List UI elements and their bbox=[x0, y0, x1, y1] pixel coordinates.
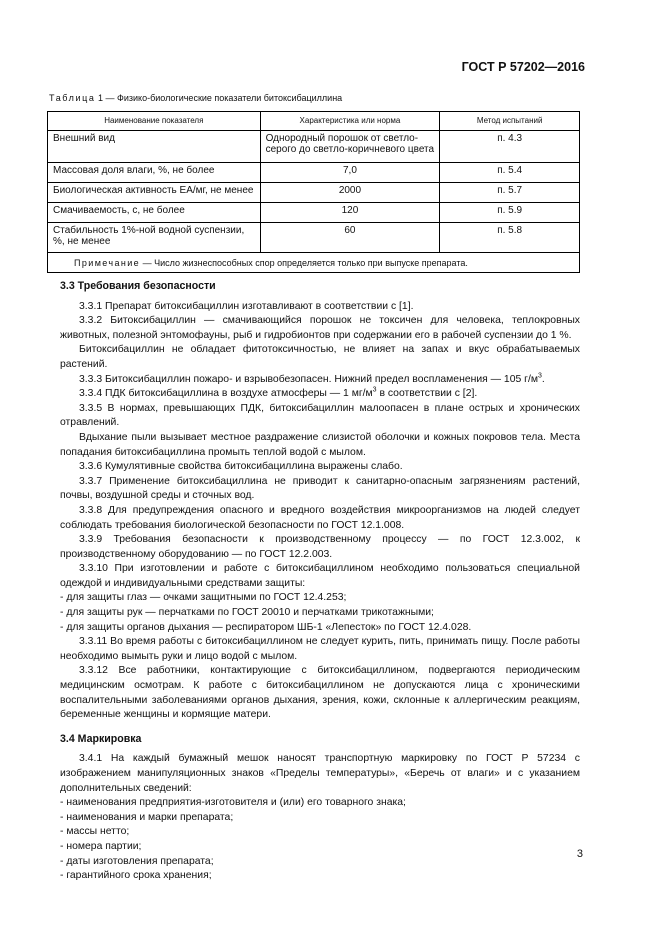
paragraph: 3.3.7 Применение битоксибациллина не приводит к санитарно-опасным загрязнениям растений, почвы, воздушной среды и сточных вод. bbox=[60, 475, 580, 502]
table-note-row bbox=[48, 253, 580, 273]
paragraph: 3.3.12 Все работники, контактирующие с битоксибациллином, подвергаются периодическим медицинским осмотрам. К работе с битоксибациллином не допускаются лица с хроническими воспалительными заболеваниями органов дыхания, зрения, кожи, склонные к аллергическим реакциям, беременные женщины и кормящие матери. bbox=[60, 665, 580, 721]
table-cell: Массовая доля влаги, %, не более bbox=[48, 163, 261, 183]
superscript: 3 bbox=[537, 372, 542, 380]
paragraph: 3.3.2 Битоксибациллин — смачивающийся порошок не токсичен для человека, теплокровных животных, полезной энтомофауны, рыб и гидробионтов при содержании его в рабочей суспензии до 1 %. bbox=[60, 315, 580, 341]
list-item: - массы нетто; bbox=[60, 826, 130, 838]
document-header: ГОСТ Р 57202—2016 bbox=[461, 60, 585, 74]
list-item: - для защиты рук — перчатками по ГОСТ 20010 и перчатками трикотажными; bbox=[60, 607, 434, 619]
paragraph: Вдыхание пыли вызывает местное раздражение слизистой оболочки и кожных покровов тела. Места попадания битоксибациллина промыть теплой водой с мылом. bbox=[60, 431, 580, 458]
table-cell: Внешний вид bbox=[48, 131, 261, 163]
table-cell: 7,0 bbox=[260, 163, 440, 183]
table-cell: Биологическая активность ЕА/мг, не менее bbox=[48, 183, 261, 203]
table-row bbox=[48, 183, 580, 203]
paragraph: 3.3.3 Битоксибациллин пожаро- и взрывобезопасен. Нижний предел воспламенения — 105 $г/м^3$. bbox=[79, 372, 545, 385]
paragraph: 3.3.5 В нормах, превышающих ПДК, битоксибациллин малоопасен в плане острых и хронических отравлений. bbox=[60, 402, 580, 429]
table-caption bbox=[49, 93, 342, 103]
table-row bbox=[48, 203, 580, 223]
table-cell: 60 bbox=[260, 223, 440, 253]
paragraph: 3.3.6 Кумулятивные свойства битоксибациллина выражены слабо. bbox=[79, 461, 403, 473]
paragraph: 3.3.11 Во время работы с битоксибациллином не следует курить, пить, принимать пищу. После работы необходимо вымыть руки и лицо водой с мылом. bbox=[60, 636, 580, 662]
paragraph: 3.4.1 На каждый бумажный мешок наносят транспортную маркировку по ГОСТ Р 57234 с изображением манипуляционных знаков «Пределы температуры», «Беречь от влаги» и с указанием дополнительных сведений: bbox=[60, 753, 580, 794]
document-body bbox=[60, 279, 580, 884]
table-caption-label: Таблица bbox=[49, 93, 96, 103]
table-cell: Смачиваемость, с, не более bbox=[48, 203, 261, 223]
table-row bbox=[48, 223, 580, 253]
section-title: 3.4 Маркировка bbox=[60, 732, 142, 745]
table-note bbox=[48, 253, 580, 273]
paragraph: 3.3.10 При изготовлении и работе с битоксибациллином необходимо пользоваться специальной одеждой и индивидуальными средствами защиты: bbox=[60, 563, 580, 589]
paragraph-text: в соответствии с [2]. bbox=[376, 388, 478, 400]
table-cell: 120 bbox=[260, 203, 440, 223]
table-cell: Однородный порошок от светло-серого до светло-коричневого цвета bbox=[260, 131, 440, 163]
table-row bbox=[48, 131, 580, 163]
paragraph: Битоксибациллин не обладает фитотоксичностью, не влияет на запах и вкус обрабатываемых растений. bbox=[60, 344, 580, 370]
page-number: 3 bbox=[576, 848, 583, 860]
paragraph bbox=[60, 387, 580, 402]
section-title: 3.3 Требования безопасности bbox=[60, 280, 216, 292]
list-item: - наименования и марки препарата; bbox=[60, 811, 234, 823]
paragraph: 3.3.1 Препарат битоксибациллин изготавливают в соответствии с [1]. bbox=[79, 300, 414, 312]
paragraph: 3.3.8 Для предупреждения опасного и вредного воздействия микроорганизмов на людей следует соблюдать требования биологической безопасности по ГОСТ 12.1.008. bbox=[60, 504, 580, 531]
note-text: — Число жизнеспособных спор определяется только при выпуске препарата. bbox=[140, 258, 468, 268]
list-item: - для защиты глаз — очками защитными по ГОСТ 12.4.253; bbox=[60, 592, 347, 604]
paragraph-text: 3.3.4 ПДК битоксибациллина в воздухе атмосферы — 1 мг/м bbox=[79, 388, 373, 400]
table-caption-text: 1 — Физико-биологические показатели битоксибациллина bbox=[98, 93, 343, 103]
note-label: Примечание bbox=[74, 258, 141, 268]
list-item: - гарантийного срока хранения; bbox=[60, 870, 212, 882]
table-cell: п. 5.4 bbox=[440, 163, 580, 183]
properties-table bbox=[47, 111, 580, 273]
table-cell: п. 5.7 bbox=[440, 183, 580, 203]
table-cell: п. 4.3 bbox=[440, 131, 580, 163]
table-cell: 2000 bbox=[260, 183, 440, 203]
list-item: - наименования предприятия-изготовителя и (или) его товарного знака; bbox=[60, 797, 406, 809]
list-item: - для защиты органов дыхания — респиратором ШБ-1 «Лепесток» по ГОСТ 12.4.028. bbox=[60, 621, 472, 633]
table-cell: п. 5.8 bbox=[440, 223, 580, 253]
list-item: - даты изготовления препарата; bbox=[60, 855, 214, 867]
header-cell: Характеристика или норма bbox=[260, 112, 440, 131]
list-item: - номера партии; bbox=[60, 840, 142, 852]
table-cell: п. 5.9 bbox=[440, 203, 580, 223]
header-cell: Наименование показателя bbox=[48, 112, 261, 131]
paragraph: 3.3.9 Требования безопасности к производственному процессу — по ГОСТ 12.3.002, к производственному оборудованию — по ГОСТ 12.2.003. bbox=[60, 534, 580, 560]
table-cell: Стабильность 1%-ной водной суспензии, %, не менее bbox=[48, 223, 261, 253]
header-cell: Метод испытаний bbox=[440, 112, 580, 131]
table-row bbox=[48, 163, 580, 183]
paragraph-text: 3.3.3 Битоксибациллин пожаро- и взрывобезопасен. Нижний предел воспламенения — 105 г/м bbox=[79, 373, 538, 385]
superscript: 3 bbox=[372, 386, 377, 394]
table-header-row bbox=[48, 112, 580, 131]
